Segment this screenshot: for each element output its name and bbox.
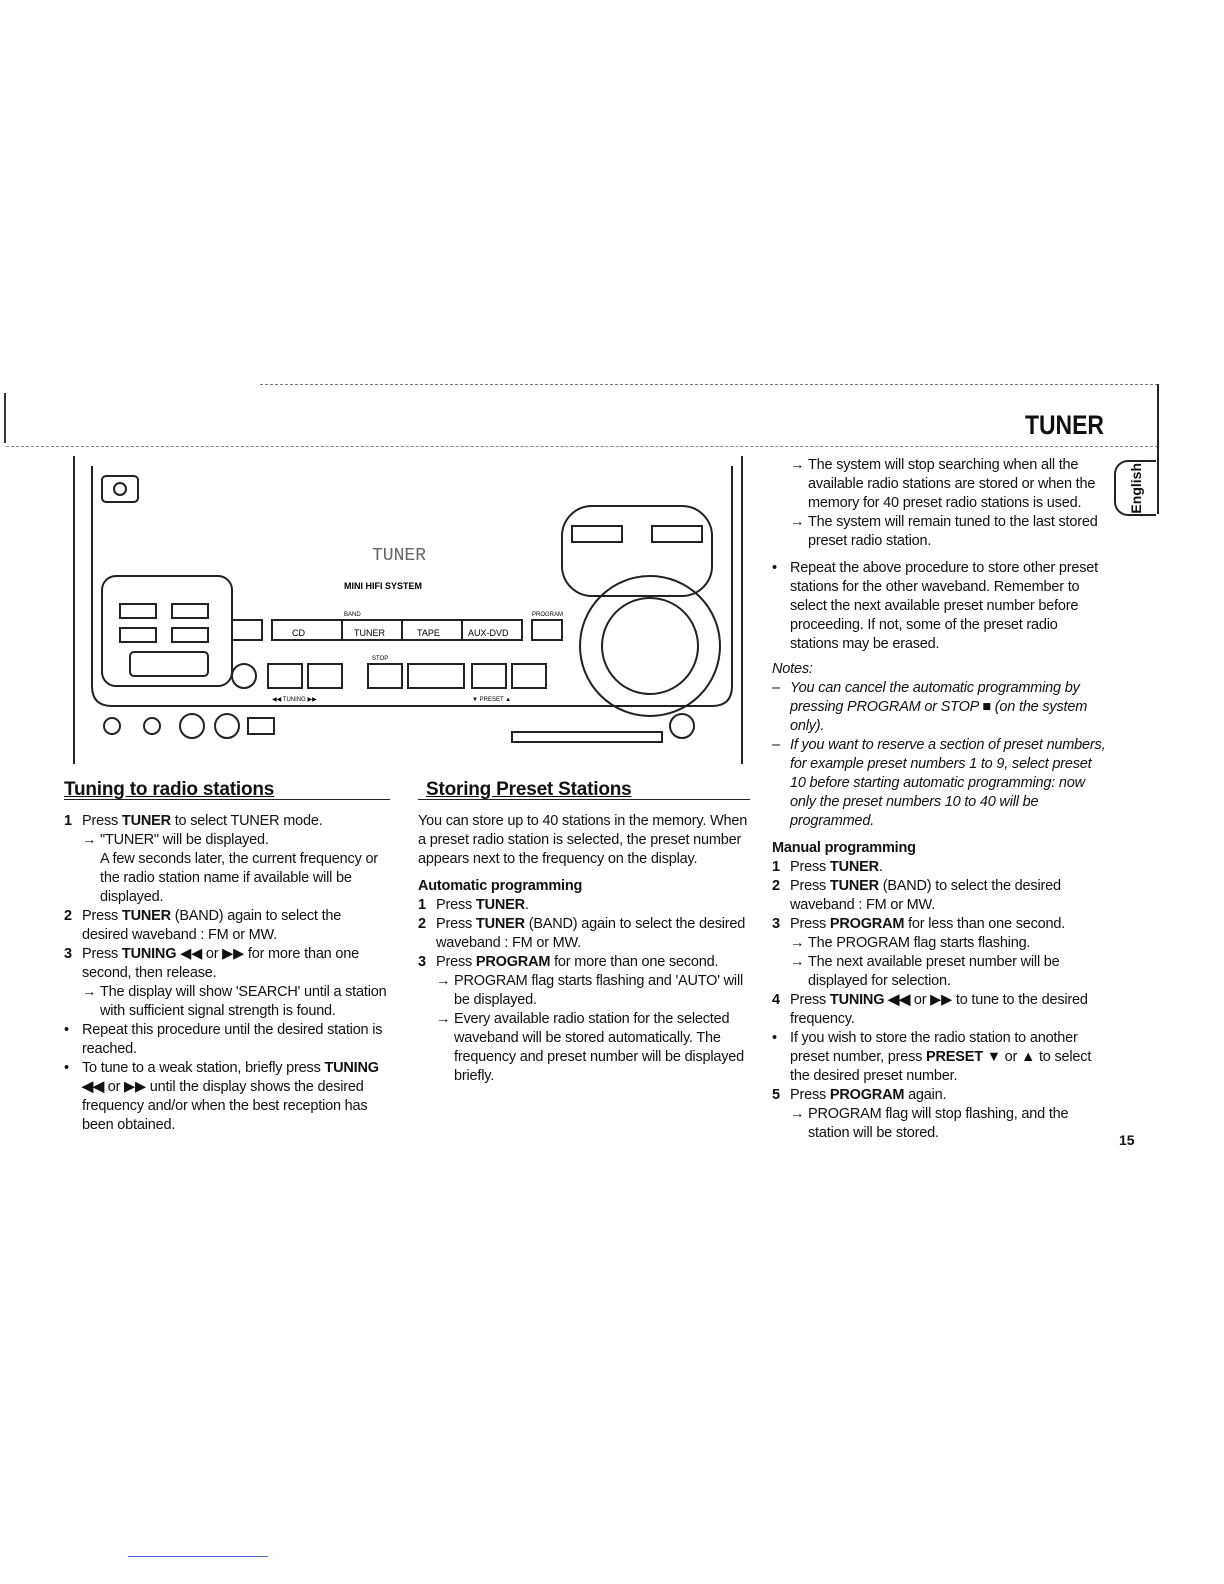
step-key: TUNER — [829, 878, 879, 894]
tuning-step-1-note: A few seconds later, the current frequency or the radio station name if available will be displayed. — [100, 851, 378, 905]
step-text: Press — [790, 878, 830, 894]
section-title: TUNER — [1024, 410, 1104, 440]
step-key: PROGRAM — [475, 954, 551, 970]
result-text: The system will remain tuned to the last stored preset radio station. — [808, 514, 1098, 549]
device-band-label: BAND — [344, 612, 361, 618]
bullet-text: or ▲ to select the desired preset number. — [790, 1049, 1092, 1084]
step-key: PROGRAM — [829, 1087, 905, 1103]
result-text: PROGRAM flag will stop flashing, and the station will be stored. — [808, 1106, 1069, 1141]
device-program-label: PROGRAM — [532, 612, 564, 618]
result-text: The PROGRAM flag starts flashing. — [808, 935, 1031, 951]
manual-step-3-result-2: → The next available preset number will be displayed for selection. — [772, 953, 1108, 991]
note-2: – If you want to reserve a section of preset numbers, for example preset numbers 1 to 9, select preset 10 before starting automatic programming: now only the preset numbers 10 to 40 will be programmed. — [772, 736, 1108, 831]
step-text: again. — [904, 1087, 947, 1103]
result-text: PROGRAM flag starts flashing and 'AUTO' will be displayed. — [454, 973, 743, 1008]
step-number: 2 — [64, 908, 72, 924]
tuning-step-1-result: → "TUNER" will be displayed. — [82, 832, 269, 848]
step-key: TUNING ◀◀ — [829, 992, 911, 1008]
step-number: 3 — [64, 946, 72, 962]
auto-step-3 — [418, 953, 750, 972]
step-text: (BAND) again to select the desired waveband : FM or MW. — [436, 916, 746, 951]
manual-step-3-result-1: → The PROGRAM flag starts flashing. — [790, 935, 1031, 951]
preset-bullet-1: • Repeat the above procedure to store other preset stations for the other waveband. Remember to select the next available preset number before proceeding. If not, some of the preset radio stations may be erased. — [772, 559, 1108, 654]
preset-continued — [772, 456, 1108, 1143]
manual-step-1 — [772, 858, 1108, 877]
manual-bullet: • If you wish to store the radio station to another preset number, press PRESET ▼ or ▲ to select the desired preset number. — [772, 1030, 1092, 1084]
step-number: 3 — [772, 916, 780, 932]
step-key: TUNER — [829, 859, 879, 875]
bullet-text: Repeat this procedure until the desired station is reached. — [82, 1022, 383, 1057]
auto-step-3-result-2: → Every available radio station for the selected waveband will be stored automatically. The frequency and preset number will be displayed briefly. — [418, 1010, 750, 1086]
bullet-key: PRESET ▼ — [926, 1049, 1001, 1065]
device-source-cd: CD — [292, 628, 305, 638]
step-number: 1 — [772, 859, 780, 875]
step-key: TUNER — [475, 897, 525, 913]
step-text: . — [524, 897, 529, 913]
result-text: The system will stop searching when all the available radio stations are stored or when the memory for 40 preset radio stations is used. — [808, 457, 1096, 511]
page-number: 15 — [1119, 1132, 1135, 1148]
auto-step-1 — [418, 896, 750, 915]
device-source-aux: AUX-DVD — [468, 628, 509, 638]
device-preset-label: ▼ PRESET ▲ — [472, 697, 512, 703]
note-1: – You can cancel the automatic programming by pressing PROGRAM or STOP ■ (on the system only). — [772, 679, 1108, 736]
preset-section — [418, 780, 750, 1086]
step-text: to select TUNER mode. — [170, 813, 323, 829]
step-number: 5 — [772, 1087, 780, 1103]
step-text: Press — [436, 916, 476, 932]
manual-step-5 — [772, 1086, 1108, 1105]
device-stop-label: STOP — [372, 656, 389, 662]
tuning-step-3 — [64, 945, 390, 983]
note-text: You can cancel the automatic programming by pressing PROGRAM or STOP ■ (on the system only). — [790, 680, 1088, 734]
step-text: for more than one second. — [550, 954, 719, 970]
device-source-tuner: TUNER — [354, 628, 385, 638]
tuning-bullet-2: • To tune to a weak station, briefly press TUNING ◀◀ or ▶▶ until the display shows the desired frequency and/or when the best reception has been obtained. — [64, 1060, 379, 1133]
step-key: TUNING — [121, 946, 177, 962]
tuning-bullet-1: • Repeat this procedure until the desired station is reached. — [64, 1021, 390, 1059]
step-text: . — [878, 859, 883, 875]
device-illustration — [72, 456, 744, 766]
header-bottom-rule — [6, 446, 1158, 447]
result-text: "TUNER" will be displayed. — [100, 832, 269, 848]
preset-intro: You can store up to 40 stations in the memory. When a preset radio station is selected, the preset number appears next to the frequency on the display. — [418, 813, 748, 867]
manual-programming-heading: Manual programming — [772, 840, 916, 856]
bullet-key: TUNING ◀◀ — [82, 1060, 379, 1095]
step-text: Press — [790, 859, 830, 875]
bullet-text: or ▶▶ until the display shows the desired frequency and/or when the best reception has been obtained. — [82, 1079, 368, 1133]
header-top-rule — [260, 384, 1158, 385]
step-number: 1 — [64, 813, 72, 829]
step-text: ◀◀ or ▶▶ for more than one second, then release. — [82, 946, 359, 981]
preset-heading: Storing Preset Stations — [426, 779, 632, 800]
result-text: The display will show 'SEARCH' until a station with sufficient signal strength is found. — [100, 984, 387, 1019]
step-number: 3 — [418, 954, 426, 970]
auto-step-3-result-1: → PROGRAM flag starts flashing and 'AUTO' will be displayed. — [418, 972, 750, 1010]
note-text: If you want to reserve a section of preset numbers, for example preset numbers 1 to 9, select preset 10 before starting automatic programming: now only the preset numbers 10 to 40 will be programmed. — [790, 737, 1106, 829]
step-number: 1 — [418, 897, 426, 913]
step-text: (BAND) to select the desired waveband : FM or MW. — [790, 878, 1061, 913]
step-key: TUNER — [475, 916, 525, 932]
bullet-text: If you wish to store the radio station to another preset number, press — [790, 1030, 1078, 1065]
device-model-label: MINI HIFI SYSTEM — [344, 581, 423, 591]
step-text: Press — [790, 1087, 830, 1103]
notes-label: Notes: — [772, 661, 813, 677]
step-number: 2 — [772, 878, 780, 894]
manual-step-3 — [772, 915, 1108, 934]
step-text: Press — [790, 992, 830, 1008]
step-number: 4 — [772, 992, 780, 1008]
device-display-text: TUNER — [372, 546, 427, 566]
language-tab — [1114, 460, 1156, 516]
step-number: 2 — [418, 916, 426, 932]
step-text: for less than one second. — [904, 916, 1066, 932]
step-text: (BAND) again to select the desired waveband : FM or MW. — [82, 908, 342, 943]
device-tuning-label: ◀◀ TUNING ▶▶ — [272, 697, 317, 703]
step-text: Press — [436, 897, 476, 913]
auto-programming-heading: Automatic programming — [418, 878, 583, 894]
auto-result-3: → The system will stop searching when all the available radio stations are stored or when the memory for 40 preset radio stations is used. — [772, 456, 1108, 513]
auto-result-4: → The system will remain tuned to the last stored preset radio station. — [772, 513, 1108, 551]
step-key: TUNER — [121, 813, 171, 829]
manual-step-2 — [772, 877, 1108, 915]
step-text: Press — [790, 916, 830, 932]
result-text: The next available preset number will be displayed for selection. — [808, 954, 1060, 989]
bullet-text: To tune to a weak station, briefly press — [82, 1060, 325, 1076]
tuning-section — [64, 780, 390, 1135]
tuning-step-2 — [64, 907, 390, 945]
tuning-heading: Tuning to radio stations — [64, 779, 275, 800]
language-tab-label: English — [1128, 462, 1144, 514]
manual-step-4 — [772, 991, 1108, 1029]
step-text: or ▶▶ to tune to the desired frequency. — [790, 992, 1088, 1027]
step-key: PROGRAM — [829, 916, 905, 932]
auto-step-2 — [418, 915, 750, 953]
step-text: Press — [82, 813, 122, 829]
result-text: Every available radio station for the selected waveband will be stored automatically. The frequency and preset number will be displayed briefly. — [454, 1011, 745, 1084]
step-text: Press — [436, 954, 476, 970]
step-key: TUNER — [121, 908, 171, 924]
tuning-step-3-result: → The display will show 'SEARCH' until a station with sufficient signal strength is found. — [64, 983, 390, 1021]
step-text: Press — [82, 946, 122, 962]
manual-step-5-result: → PROGRAM flag will stop flashing, and the station will be stored. — [772, 1105, 1108, 1143]
bullet-text: Repeat the above procedure to store other preset stations for the other waveband. Remember to select the next available preset number before proceeding. If not, some of the preset radio stations may be erased. — [790, 560, 1098, 652]
header-left-rule — [4, 393, 6, 443]
step-text: Press — [82, 908, 122, 924]
footer-rule — [128, 1556, 268, 1557]
header-right-rule — [1157, 384, 1159, 514]
device-source-tape: TAPE — [417, 628, 440, 638]
tuning-step-1 — [64, 812, 390, 831]
